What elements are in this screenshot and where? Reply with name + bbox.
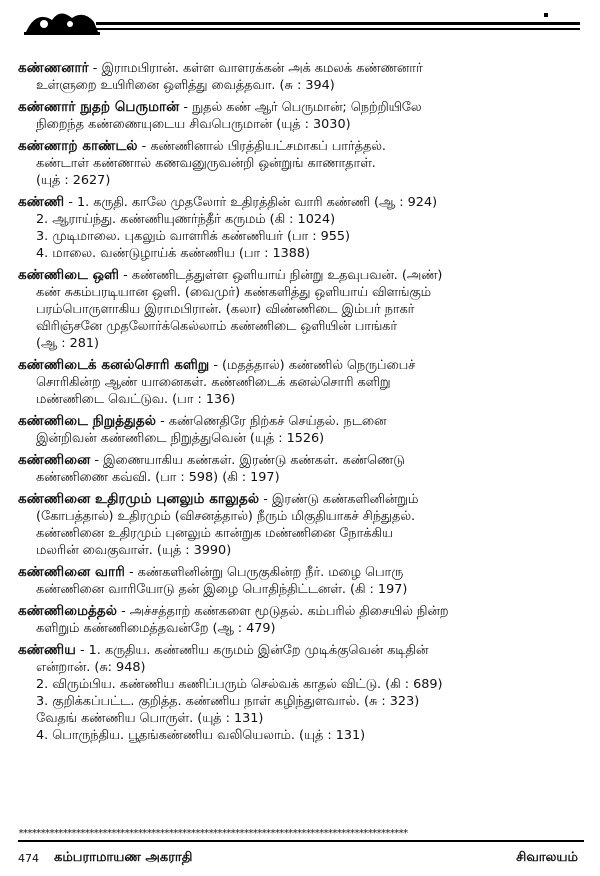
entry-text: - கண்ணெதிரே நிற்கச் செய்தல். நடனை xyxy=(156,414,387,429)
dictionary-entries xyxy=(18,60,586,749)
entry-continuation-line xyxy=(18,172,586,189)
decorative-vignette-icon xyxy=(22,6,102,38)
entry-first-line xyxy=(18,267,586,284)
entry-headword: கண்ணி xyxy=(18,194,65,210)
entry-first-line xyxy=(18,452,586,469)
entry-first-line xyxy=(18,413,586,430)
entry-text: - இராமபிரான். கள்ள வாளரக்கன் அக் கமலக் கண்ணனார் xyxy=(88,61,423,76)
entry-headword: கண்ணினை வாரி xyxy=(18,564,125,580)
book-title: கம்பராமாயண அகராதி xyxy=(54,850,193,865)
entry-text: 3. முடிமாலை. புகலும் வாளரிக் கண்ணியர் (பா : 955) xyxy=(36,229,351,244)
dictionary-entry xyxy=(18,138,586,189)
entry-continuation-line xyxy=(18,581,586,598)
header-dot xyxy=(544,13,548,17)
entry-text: 3. குறிக்கப்பட்ட. குறித்த. கண்ணிய நாள் கழிந்துளவால். (சு : 323) xyxy=(36,694,420,709)
entry-continuation-line xyxy=(18,659,586,676)
entry-text: - கண்ணிடத்துள்ள ஒளியாய் நின்று உதவுபவன். (அண்) xyxy=(119,268,443,283)
entry-text: - 1. கருதி. காலே முதலோர் உதிரத்தின் வாரி கண்ணி (ஆ : 924) xyxy=(64,195,438,210)
entry-continuation-line xyxy=(18,116,586,133)
dictionary-entry xyxy=(18,642,586,744)
entry-continuation-line xyxy=(18,318,586,335)
entry-headword: கண்ணிடைக் கனல்சொரி களிறு xyxy=(18,357,210,373)
footer-rule xyxy=(18,840,584,842)
entry-text: - கண்களினின்று பெருகுகின்ற நீர். மழை பொரு xyxy=(124,565,404,580)
dictionary-entry xyxy=(18,564,586,598)
dictionary-entry xyxy=(18,452,586,486)
entry-continuation-line xyxy=(18,335,586,352)
entry-text: என்றான். (சு: 948) xyxy=(36,660,146,675)
entry-continuation-line xyxy=(18,155,586,172)
entry-text: - நுதல் கண் ஆர் பெருமான்; நெற்றியிலே xyxy=(179,100,422,115)
entry-text: மண்ணிடை வெட்டுவ. (பா : 136) xyxy=(36,392,236,407)
entry-first-line xyxy=(18,357,586,374)
dictionary-entry xyxy=(18,413,586,447)
page-header xyxy=(0,0,600,46)
entry-first-line xyxy=(18,564,586,581)
entry-text: வேதங் கண்ணிய பொருள். (யுத் : 131) xyxy=(36,711,264,726)
entry-text: விரிஞ்சனே முதலோர்க்கெல்லாம் கண்ணிடை ஒளியின் பாங்கர் xyxy=(36,319,398,334)
dictionary-entry xyxy=(18,357,586,408)
entry-continuation-line xyxy=(18,391,586,408)
entry-text: உள்ளுறை உயிரினை ஒளித்து வைத்தவா. (சு : 394) xyxy=(36,78,335,93)
entry-continuation-line xyxy=(18,77,586,94)
entry-text: இன்றிவன் கண்ணிடை நிறுத்துவென் (யுத் : 1526) xyxy=(36,431,325,446)
entry-headword: கண்ணினை xyxy=(18,452,91,468)
entry-text: (யுத் : 2627) xyxy=(36,173,111,188)
entry-continuation-line xyxy=(18,374,586,391)
entry-text: கண்ணினை வாரியோடு தன் இழை பொதிந்திட்டனள். (கி : 197) xyxy=(36,582,408,597)
entry-headword: கண்ணாற் காண்டல் xyxy=(18,138,138,154)
entry-continuation-line xyxy=(18,676,586,693)
entry-text: 4. மாலை. வண்டுழாய்க் கண்ணிய (பா : 1388) xyxy=(36,246,311,261)
entry-continuation-line xyxy=(18,508,586,525)
entry-first-line xyxy=(18,138,586,155)
entry-text: 2. விரும்பிய. கண்ணிய கணிப்பரும் செல்வக் காதல் விட்டு. (கி : 689) xyxy=(36,677,443,692)
entry-continuation-line xyxy=(18,727,586,744)
entry-text: (கோபத்தால்) உதிரமும் (விசனத்தால்) நீரும் மிகுதியாகச் சிந்துதல். xyxy=(36,509,416,524)
entry-continuation-line xyxy=(18,301,586,318)
entry-continuation-line xyxy=(18,430,586,447)
header-rule-thick xyxy=(96,22,580,25)
entry-continuation-line xyxy=(18,284,586,301)
entry-text: சொரிகின்ற ஆண் யானைகள். கண்ணிடைக் கனல்சொரி களிறு xyxy=(36,375,391,390)
entry-headword: கண்ணினை உதிரமும் புனலும் காலுதல் xyxy=(18,491,260,507)
entry-continuation-line xyxy=(18,525,586,542)
entry-text: - இணையாகிய கண்கள். இரண்டு கண்கள். கண்ணெடு xyxy=(90,453,405,468)
dictionary-entry xyxy=(18,194,586,262)
dictionary-entry xyxy=(18,99,586,133)
entry-first-line xyxy=(18,194,586,211)
entry-continuation-line xyxy=(18,693,586,710)
entry-continuation-line xyxy=(18,469,586,486)
entry-text: மலரின் வைகுவாள். (யுத் : 3990) xyxy=(36,543,232,558)
entry-text: களிறும் கண்ணிமைத்தவன்றே (ஆ : 479) xyxy=(36,621,276,636)
entry-text: - 1. கருதிய. கண்ணிய கருமம் இன்றே முடிக்குவென் கடிதின் xyxy=(75,643,429,658)
entry-headword: கண்ணனார் xyxy=(18,60,89,76)
entry-text: நிறைந்த கண்ணையுடைய சிவபெருமான் (யுத் : 3030) xyxy=(36,117,351,132)
entry-text: 4. பொருந்திய. பூதங்கண்ணிய வலியெலாம். (யுத் : 131) xyxy=(36,728,366,743)
dictionary-entry xyxy=(18,60,586,94)
entry-headword: கண்ணிடை ஒளி xyxy=(18,267,120,283)
header-rule-thin xyxy=(96,28,580,30)
entry-headword: கண்ணிமைத்தல் xyxy=(18,603,118,619)
entry-text: (ஆ : 281) xyxy=(36,336,100,351)
entry-first-line xyxy=(18,642,586,659)
entry-headword: கண்ணிடை நிறுத்துதல் xyxy=(18,413,157,429)
entry-text: - (மதத்தால்) கண்ணில் நெருப்பைச் xyxy=(209,358,416,373)
entry-continuation-line xyxy=(18,228,586,245)
entry-first-line xyxy=(18,60,586,77)
entry-first-line xyxy=(18,491,586,508)
publisher-name: சிவாலயம் xyxy=(516,850,578,865)
entry-continuation-line xyxy=(18,245,586,262)
entry-continuation-line xyxy=(18,211,586,228)
entry-text: - அச்சத்தாற் கண்களை மூடுதல். கம்பரில் திசையில் நின்ற xyxy=(117,604,449,619)
entry-continuation-line xyxy=(18,710,586,727)
entry-headword: கண்ணிய xyxy=(18,642,76,658)
entry-text: பரம்பொருளாகிய இராமபிரான். (கலா) விண்ணிடை இம்பர் நாகர் xyxy=(36,302,415,317)
entry-text: - கண்ணினால் பிரத்தியட்சமாகப் பார்த்தல். xyxy=(137,139,386,154)
entry-continuation-line xyxy=(18,620,586,637)
entry-text: கண் சுகம்பரடியான ஒளி. (வைமுர்) கண்களித்து ஒளியாய் விளங்கும் xyxy=(36,285,431,300)
dictionary-entry xyxy=(18,603,586,637)
footer-star-rule: **************************************************************************************** xyxy=(18,828,408,839)
entry-first-line xyxy=(18,603,586,620)
entry-text: - இரண்டு கண்களினின்றும் xyxy=(259,492,419,507)
page-number: 474 xyxy=(18,852,39,865)
dictionary-entry xyxy=(18,267,586,352)
entry-continuation-line xyxy=(18,542,586,559)
entry-text: கண்ணிணை கவ்வி. (பா : 598) (கி : 197) xyxy=(36,470,280,485)
entry-text: கண்ணினை உதிரமும் புனலும் கான்றுக மண்ணினை நோக்கிய xyxy=(36,526,393,541)
dictionary-entry xyxy=(18,491,586,559)
entry-headword: கண்ணார் நுதற் பெருமான் xyxy=(18,99,180,115)
entry-first-line xyxy=(18,99,586,116)
entry-text: கண்டாள் கண்ணால் கணவனுருவன்றி ஒன்றுங் காணாதாள். xyxy=(36,156,376,171)
entry-text: 2. ஆராய்ந்து. கண்ணியுணர்ந்தீர் கருமம் (கி : 1024) xyxy=(36,212,336,227)
